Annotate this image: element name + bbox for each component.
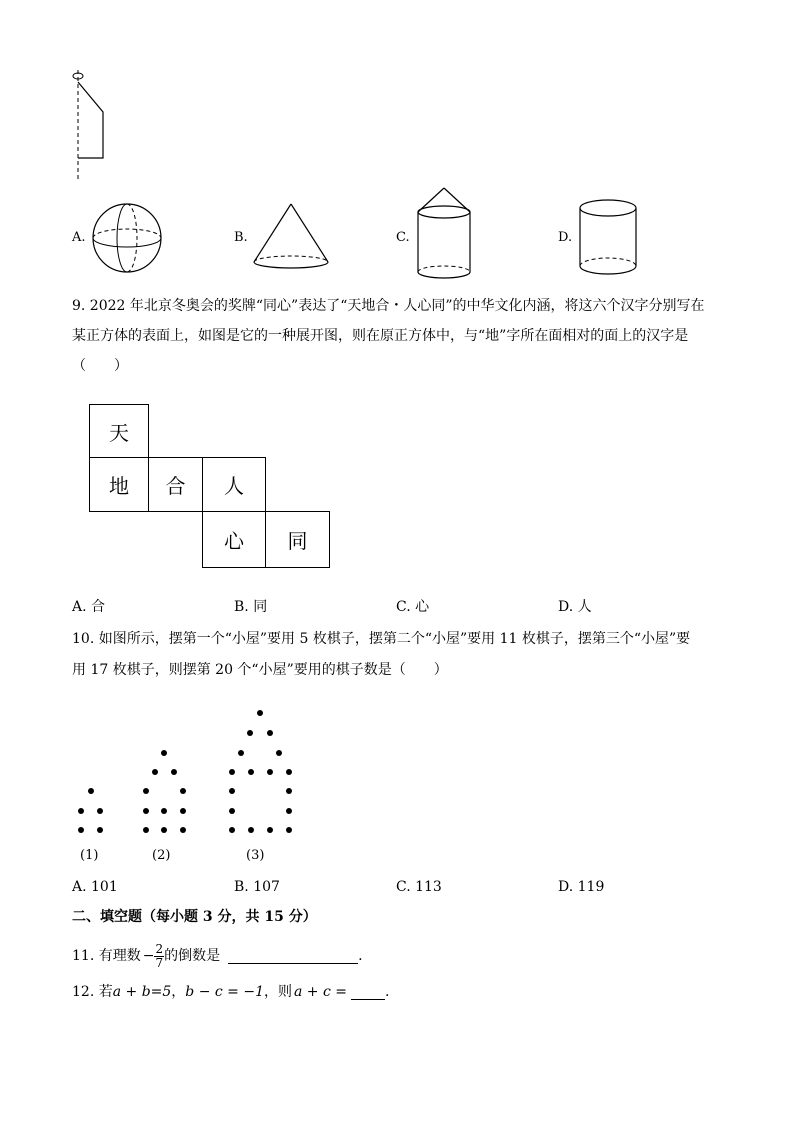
chess-dot — [78, 808, 84, 814]
chess-dot — [229, 788, 235, 794]
figure-label-3: (3) — [246, 848, 265, 863]
q11-fraction-numerator: 2 — [155, 941, 164, 956]
chess-dot — [143, 827, 149, 833]
chess-dot — [180, 808, 186, 814]
q10-option-c[interactable]: C. 113 — [396, 879, 442, 895]
q11-prefix: 11. 有理数 — [72, 948, 141, 964]
net-face-di: 地 — [89, 457, 149, 512]
cylinder-figure — [576, 196, 642, 280]
net-face-xin: 心 — [202, 511, 266, 568]
q8-option-c-label[interactable]: C. — [396, 230, 410, 245]
q11-fraction-denominator: 7 — [155, 955, 164, 970]
q9-text-line1: 9. 2022 年北京冬奥会的奖牌“同心”表达了“天地合・人心同”的中华文化内涵，将这六个汉字分别写在 — [72, 298, 705, 314]
cone-figure — [250, 200, 334, 276]
q10-option-a[interactable]: A. 101 — [72, 879, 118, 895]
chess-dot — [161, 750, 167, 756]
net-face-he: 合 — [148, 457, 203, 512]
q11-fraction — [154, 943, 164, 970]
q12-sep2: ，则 — [264, 984, 292, 1000]
chess-dot — [180, 788, 186, 794]
figure-label-1: (1) — [80, 848, 99, 863]
q8-option-b-label[interactable]: B. — [234, 230, 248, 245]
q12-answer-blank[interactable] — [351, 985, 385, 1000]
chess-dot — [152, 769, 158, 775]
chess-dot — [267, 730, 273, 736]
rotated-shape — [78, 82, 103, 158]
chess-dot — [78, 827, 84, 833]
q11-line — [72, 936, 363, 976]
chess-dot — [286, 788, 292, 794]
cone-cylinder-figure — [412, 184, 478, 284]
chess-dot — [248, 827, 254, 833]
q8-option-d-label[interactable]: D. — [558, 230, 573, 245]
q9-option-a[interactable]: A. 合 — [72, 599, 106, 615]
chess-dot — [247, 730, 253, 736]
chess-dot — [161, 808, 167, 814]
section-title: 二、填空题（每小题 3 分，共 15 分） — [72, 909, 317, 925]
chess-dot — [257, 710, 263, 716]
chess-dot — [97, 827, 103, 833]
net-face-tian: 天 — [89, 404, 149, 458]
q9-option-d[interactable]: D. 人 — [558, 599, 592, 615]
chess-dot — [229, 769, 235, 775]
chess-dot — [248, 769, 254, 775]
chess-dot — [286, 827, 292, 833]
q12-prefix: 12. 若 — [72, 984, 113, 1000]
q10-text-line1: 10. 如图所示，摆第一个“小屋”要用 5 枚棋子，摆第二个“小屋”要用 11 枚棋子，摆第三个“小屋”要 — [72, 631, 691, 647]
chess-dot — [229, 827, 235, 833]
chess-dot — [143, 808, 149, 814]
chess-dot — [171, 769, 177, 775]
q8-option-a-label[interactable]: A. — [72, 230, 86, 245]
chess-dot — [286, 808, 292, 814]
chess-dot — [97, 808, 103, 814]
q9-option-b[interactable]: B. 同 — [234, 599, 268, 615]
q9-option-c[interactable]: C. 心 — [396, 599, 430, 615]
q12-expr3: a + c = — [294, 984, 347, 1000]
net-face-ren: 人 — [202, 457, 266, 512]
q10-text-line2: 用 17 枚棋子，则摆第 20 个“小屋”要用的棋子数是（ ） — [72, 662, 448, 678]
chess-dot — [161, 827, 167, 833]
chess-dot — [267, 827, 273, 833]
rotation-figure — [66, 66, 116, 186]
q12-sep1: ， — [171, 984, 186, 1000]
q9-text-line3: （ ） — [72, 358, 128, 374]
chess-dot — [276, 750, 282, 756]
figure-label-2: (2) — [152, 848, 171, 863]
chess-dot — [286, 769, 292, 775]
q11-answer-blank[interactable] — [228, 949, 358, 964]
q12-line — [72, 982, 389, 1002]
q11-minus: − — [142, 948, 155, 964]
chess-dot — [88, 788, 94, 794]
q12-expr1: a + b=5 — [112, 984, 172, 1000]
q10-option-b[interactable]: B. 107 — [234, 879, 280, 895]
chess-dot — [229, 808, 235, 814]
chess-dot — [238, 750, 244, 756]
q12-end: . — [385, 984, 390, 1000]
q9-text-line2: 某正方体的表面上，如图是它的一种展开图，则在原正方体中，与“地”字所在面相对的面上的汉字是 — [72, 328, 689, 344]
q10-option-d[interactable]: D. 119 — [558, 879, 605, 895]
q11-end: . — [358, 948, 363, 964]
chess-dot — [143, 788, 149, 794]
q11-suffix: 的倒数是 — [164, 948, 221, 964]
chess-dot — [180, 827, 186, 833]
chess-dot — [267, 769, 273, 775]
sphere-figure — [88, 200, 168, 276]
q12-expr2: b − c = −1 — [185, 984, 264, 1000]
net-face-tong: 同 — [265, 511, 330, 568]
